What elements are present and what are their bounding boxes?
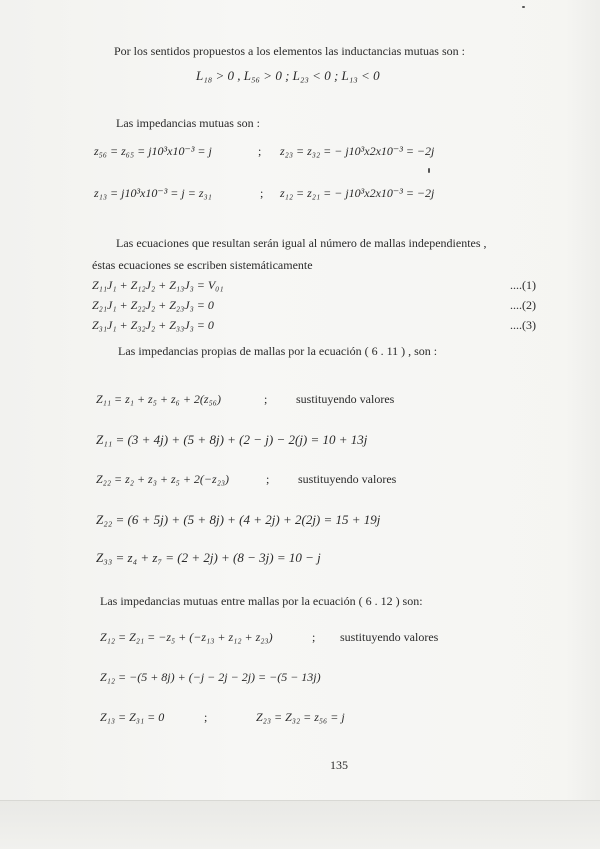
page-bottom-edge [0, 800, 600, 849]
substitution-note: sustituyendo valores [340, 630, 439, 644]
z12-value: Z₁₂ = −(5 + 8j) + (−j − 2j − 2j) = −(5 − 13j) [100, 670, 321, 684]
page-number: 135 [330, 758, 348, 772]
mutual-mesh-heading: Las impedancias mutuas entre mallas por la ecuación ( 6 . 12 ) son: [100, 594, 423, 608]
mesh-equation-1: Z₁₁J₁ + Z₁₂J₂ + Z₁₃J₃ = V₀₁ [92, 278, 224, 292]
z23-equation: z₂₃ = z₃₂ = − j10³x2x10⁻³ = −2j [280, 144, 435, 158]
z12-formula: Z₁₂ = Z₂₁ = −z₅ + (−z₁₃ + z₁₂ + z₂₃) [100, 630, 273, 644]
equations-intro: Las ecuaciones que resultan serán igual al número de mallas independientes , [116, 236, 487, 250]
mutual-impedances-heading: Las impedancias mutuas son : [116, 116, 260, 130]
separator: ; [204, 710, 208, 724]
substitution-note: sustituyendo valores [298, 472, 397, 486]
intro-line: Por los sentidos propuestos a los elementos las inductancias mutuas son : [114, 44, 465, 58]
z22-value: Z₂₂ = (6 + 5j) + (5 + 8j) + (4 + 2j) + 2(2j) = 15 + 19j [96, 512, 381, 527]
z11-value: Z₁₁ = (3 + 4j) + (5 + 8j) + (2 − j) − 2(j) = 10 + 13j [96, 432, 368, 447]
z12-equation: z₁₂ = z₂₁ = − j10³x2x10⁻³ = −2j [280, 186, 435, 200]
scan-speck [428, 168, 430, 173]
inductance-signs: L₁₈ > 0 , L₅₆ > 0 ; L₂₃ < 0 ; L₁₃ < 0 [196, 68, 380, 83]
z33-value: Z₃₃ = z₄ + z₇ = (2 + 2j) + (8 − 3j) = 10 − j [96, 550, 321, 565]
z11-formula: Z₁₁ = z₁ + z₅ + z₆ + 2(z₅₆) [96, 392, 221, 406]
z13-value: Z₁₃ = Z₃₁ = 0 [100, 710, 165, 724]
substitution-note: sustituyendo valores [296, 392, 395, 406]
page-shadow [564, 0, 600, 800]
z22-formula: Z₂₂ = z₂ + z₃ + z₅ + 2(−z₂₃) [96, 472, 230, 486]
equation-number-3: ....(3) [510, 318, 536, 332]
separator: ; [266, 472, 270, 486]
separator: ; [258, 144, 262, 158]
z56-equation: z₅₆ = z₆₅ = j10³x10⁻³ = j [94, 144, 212, 158]
z13-equation: z₁₃ = j10³x10⁻³ = j = z₃₁ [94, 186, 212, 200]
equation-number-2: ....(2) [510, 298, 536, 312]
separator: ; [260, 186, 264, 200]
self-impedances-heading: Las impedancias propias de mallas por la ecuación ( 6 . 11 ) , son : [118, 344, 438, 358]
separator: ; [312, 630, 316, 644]
scan-speck [522, 6, 525, 8]
mesh-equation-2: Z₂₁J₁ + Z₂₂J₂ + Z₂₃J₃ = 0 [92, 298, 214, 312]
separator: ; [264, 392, 268, 406]
z23-value: Z₂₃ = Z₃₂ = z₅₆ = j [256, 710, 345, 724]
mesh-equation-3: Z₃₁J₁ + Z₃₂J₂ + Z₃₃J₃ = 0 [92, 318, 214, 332]
equation-number-1: ....(1) [510, 278, 536, 292]
equations-intro-cont: éstas ecuaciones se escriben sistemáticamente [92, 258, 313, 272]
